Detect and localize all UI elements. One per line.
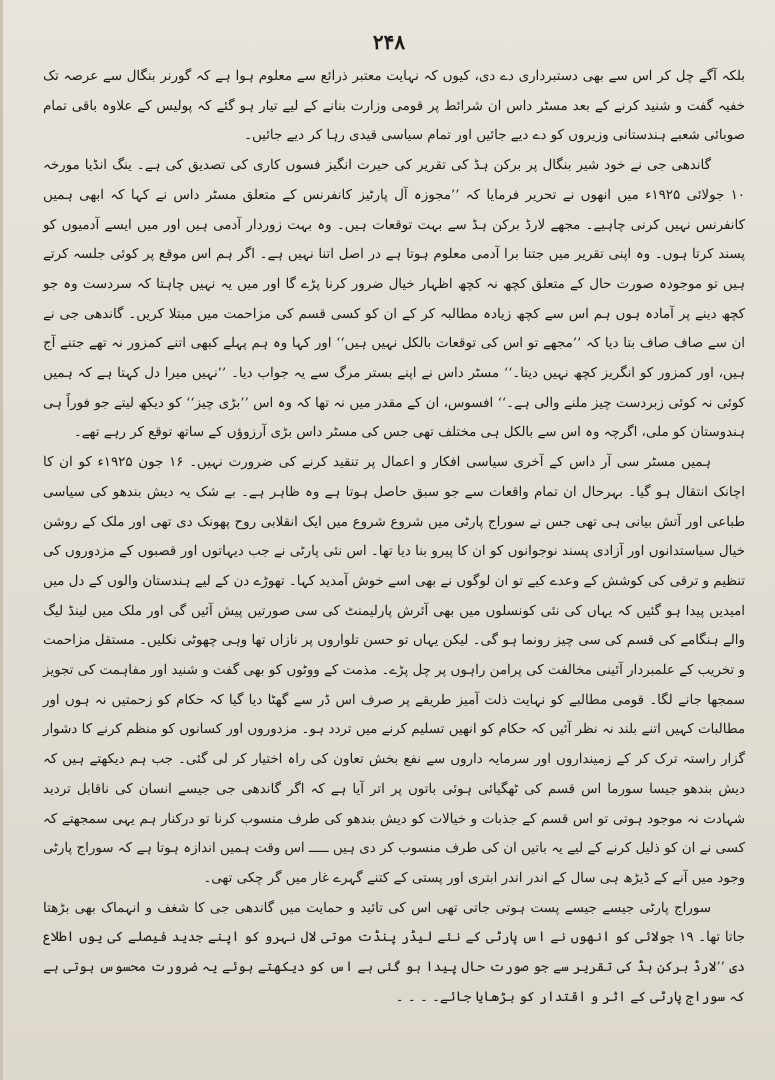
paragraph-1: بلکہ آگے چل کر اس سے بھی دستبرداری دے دی، کیوں کہ نہایت معتبر ذرائع سے معلوم ہوا ہے کہ گورنر بنگال سے عرصہ تک خفیہ گفت و شنید کرنے کے بعد مسٹر داس ان شرائط پر قومی وزارت بنانے کے لیے تیار ہو گئے کہ پولیس کے علاوہ باقی تمام صوبائی شعبے ہندستانی وزیروں کو دے دیے جائیں اور تمام سیاسی قیدی رہا کر دیے جائیں۔ [43,69,745,144]
paragraph-2: گاندھی جی نے خود شیر بنگال پر برکن ہڈ کی تقریر کی حیرت انگیز فسوں کاری کی تصدیق کی ہے۔ ینگ انڈیا مورخہ ۱۰ جولائی ۱۹۲۵ء میں انھوں نے تحریر فرمایا کہ ’’مجوزہ آل پارٹیز کانفرنس کے متعلق مسٹر داس نے کہا کہ ابھی ہمیں کانفرنس نہیں کرنی چاہیے۔ مجھے لارڈ برکن ہڈ سے بہت توقعات ہیں۔ وہ بہت زوردار آدمی ہیں اور میں ایسے آدمیوں کو پسند کرتا ہوں۔ وہ اپنی تقریر میں جتنا برا آدمی معلوم ہوتا ہے در اصل اتنا نہیں ہے۔ اگر ہم اس موقع پر کوئی جلسہ کرتے ہیں تو موجودہ صورت حال کے متعلق کچھ نہ کچھ اظہار خیال ضرور کرنا پڑے گا اور میں یہ نہیں چاہتا کہ سردست وہ جو کچھ دینے پر آمادہ ہوں ہم اس سے کچھ زیادہ مطالبہ کر کے ان کو کسی قسم کی مزاحمت میں مبتلا کریں۔ گاندھی جی نے ان سے صاف صاف بتا دیا کہ ’’مجھے تو اس کی توقعات بالکل نہیں ہیں‘‘ اور کہا وہ ہم پہلے کبھی اتنے کمزور نہ تھے جتنے آج ہیں، اور کمزور کو انگریز کچھ نہیں دیتا۔‘‘ مسٹر داس نے اپنے بستر مرگ سے یہ جواب دیا۔ ’’نہیں میرا دل کہتا ہے کہ ہمیں کوئی نہ کوئی زبردست چیز ملنے والی ہے۔‘‘ افسوس، ان کے مقدر میں نہ تھا کہ وہ اس ’’بڑی چیز‘‘ کو دیکھ لیتے جو فوراً ہی ہندوستان کو ملی، اگرچہ وہ اس سے بالکل ہی مختلف تھی جس کی مسٹر داس بڑی آرزوؤں کے ساتھ توقع کر رہے تھے۔ [43,158,745,441]
paragraph-4: سوراج پارٹی جیسے جیسے پست ہوتی جاتی تھی اس کی تائید و حمایت میں گاندھی جی کا شغف و انہماک بھی بڑھتا جاتا تھا۔ ۱۹ جولائی کو انھوں نے اس پارٹی کے نئے لیڈر پنڈت موتی لال نہرو کو اپنے جدید فیصلے کی یوں اطلاع دی ’’لارڈ برکن ہڈ کی تقریر سے جو صورت حال پیدا ہو گئی ہے اس کو دیکھتے ہوئے یہ ضرورت محسوس ہوتی ہے کہ سوراج پارٹی کے اثر و اقتدار کو بڑھایا جائے۔ ۔ ۔ ۔ [43,900,745,1005]
page-body [43,62,745,1013]
paragraph-3: ہمیں مسٹر سی آر داس کے آخری سیاسی افکار و اعمال پر تنقید کرنے کی ضرورت نہیں۔ ۱۶ جون ۱۹۲۵ء کو ان کا اچانک انتقال ہو گیا۔ بہرحال ان تمام واقعات سے جو سبق حاصل ہوتا ہے وہ ظاہر ہے۔ بے شک یہ دیش بندھو کی سیاسی طباعی اور آتش بیانی ہی تھی جس نے سوراج پارٹی میں شروع شروع میں ایک انقلابی روح پھونک دی تھی اور ملک کے روشن خیال سیاستدانوں اور آزادی پسند نوجوانوں کو ان کا پیرو بنا دیا تھا۔ اس نئی پارٹی نے جب دیہاتوں اور قصبوں کے مزدوروں کی تنظیم و ترقی کی کوشش کے وعدے کیے تو ان لوگوں نے بھی اسے خوش آمدید کہا۔ تھوڑے دن کے لیے ہندستان والوں کے دل میں امیدیں پیدا ہو گئیں کہ یہاں کی نئی کونسلوں میں بھی آئرش پارلیمنٹ کی سی صورتیں پیش آئیں گی اور ملک میں لینڈ لیگ والے ہنگامے کی قسم کی سی چیز رونما ہو گی۔ لیکن یہاں تو حسن تلواروں پر نازاں تھا وہی چھوٹی نکلیں۔ مستقل مزاحمت و تخریب کے علمبردار آئینی مخالفت کی پرامن راہوں پر چل پڑے۔ مذمت کے ووٹوں کو بھی گفت و شنید اور مفاہمت کی تجویز سمجھا جانے لگا۔ قومی مطالبے کو نہایت ذلت آمیز طریقے پر صرف اس ڈر سے گھٹا دیا گیا کہ حکام کو زحمتیں نہ ہوں اور مطالبات کہیں اتنے بلند نہ نظر آئیں کہ حکام کو انھیں تسلیم کرنے میں تردد ہو۔ مزدوروں اور کسانوں کو منظم کرنے کا دشوار گزار راستہ ترک کر کے زمینداروں اور سرمایہ داروں سے نفع بخش تعاون کی راہ اختیار کر لی گئی۔ جب ہم دیکھتے ہیں کہ دیش بندھو جیسا سورما اس قسم کی ٹھگیائی ہوئی باتوں پر اتر آیا ہے کہ اگر گاندھی جی جیسے انسان کی ناقابل تردید شہادت نہ موجود ہوتی تو اس قسم کے جذبات و خیالات کو دیش بندھو کی طرف منسوب کرنا تو درکنار ہم یہی سمجھتے کہ کسی نے ان کو ذلیل کرنے کے لیے یہ باتیں ان کی طرف منسوب کر دی ہیں ـــــ اس وقت ہمیں اندازہ ہوتا ہے کہ سوراج پارٹی وجود میں آنے کے ڈیڑھ ہی سال کے اندر اندر ابتری اور پستی کے کتنے گہرے غار میں گر چکی تھی۔ [43,455,745,886]
page-number: ۲۴۸ [372,30,406,54]
